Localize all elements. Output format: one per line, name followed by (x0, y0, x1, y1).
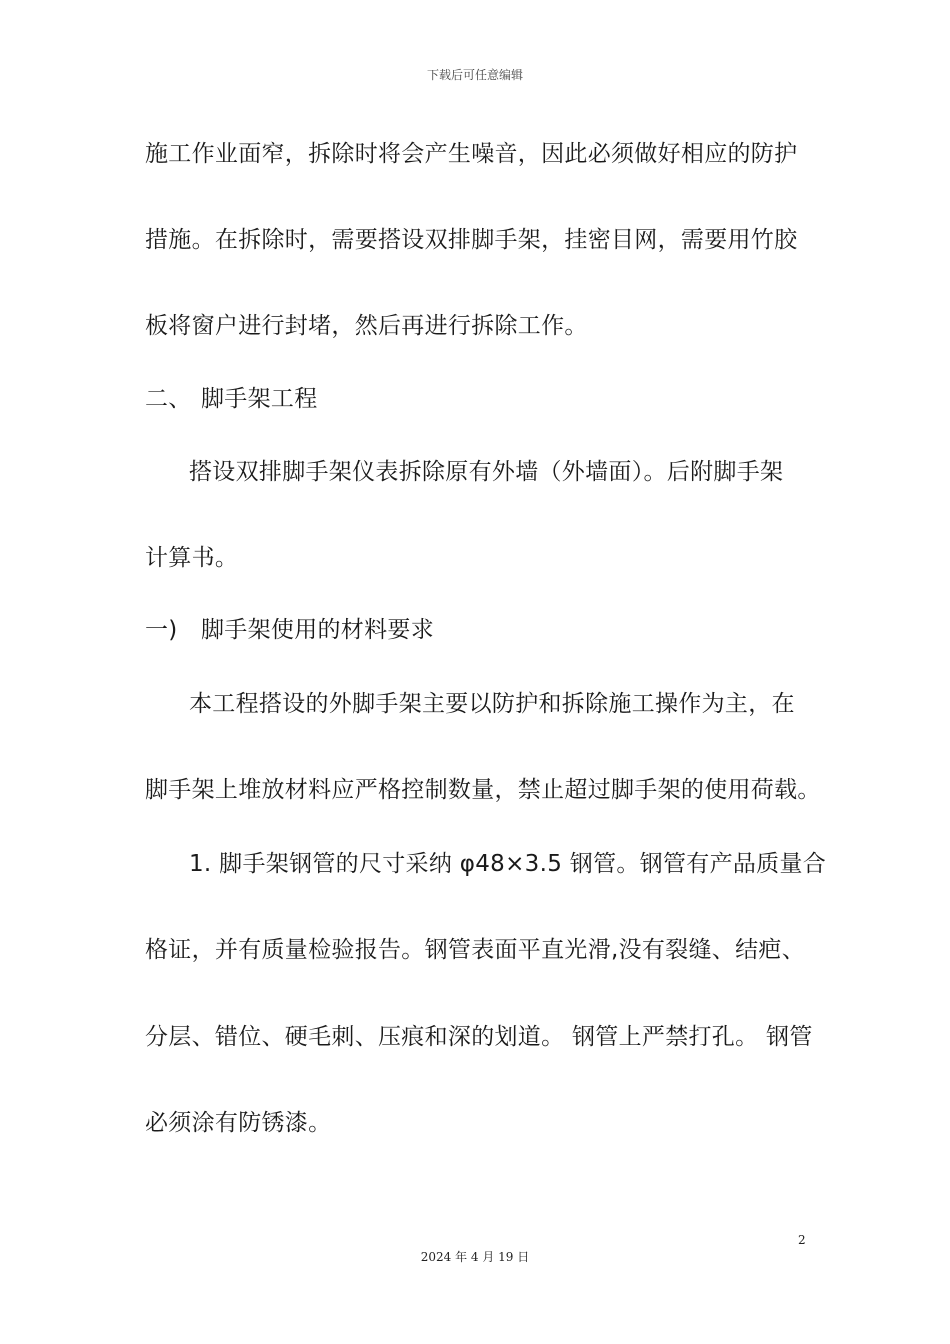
paragraph-line: 搭设双排脚手架仪表拆除原有外墙（外墙面）。后附脚手架 (189, 459, 784, 485)
paragraph-line: 板将窗户进行封堵，然后再进行拆除工作。 (145, 313, 588, 339)
list-item-line: 1. 脚手架钢管的尺寸采纳 φ48×3.5 钢管。钢管有产品质量合 (189, 851, 827, 877)
page-footer-date: 2024 年 4 月 19 日 (420, 1250, 530, 1264)
section-heading-text: 脚手架工程 (201, 386, 318, 412)
subsection-heading (145, 615, 434, 645)
paragraph-line: 施工作业面窄，拆除时将会产生噪音，因此必须做好相应的防护 (145, 141, 798, 167)
paragraph-line: 格证，并有质量检验报告。钢管表面平直光滑,没有裂缝、结疤、 (145, 937, 806, 963)
section-heading-number: 二、 (145, 386, 192, 412)
page-number: 2 (798, 1233, 806, 1247)
paragraph-line: 分层、错位、硬毛刺、压痕和深的划道。 钢管上严禁打孔。 钢管 (145, 1024, 813, 1050)
paragraph-line: 措施。在拆除时，需要搭设双排脚手架，挂密目网，需要用竹胶 (145, 227, 798, 253)
subsection-heading-text: 脚手架使用的材料要求 (201, 617, 434, 643)
subsection-heading-number: 一) (145, 617, 178, 643)
paragraph-line: 脚手架上堆放材料应严格控制数量，禁止超过脚手架的使用荷载。 (145, 777, 821, 803)
paragraph-line: 本工程搭设的外脚手架主要以防护和拆除施工操作为主，在 (189, 691, 795, 717)
paragraph-line: 计算书。 (145, 545, 239, 571)
page-header: 下载后可任意编辑 (426, 68, 523, 82)
paragraph-line: 必须涂有防锈漆。 (145, 1110, 332, 1136)
section-heading (145, 384, 318, 414)
